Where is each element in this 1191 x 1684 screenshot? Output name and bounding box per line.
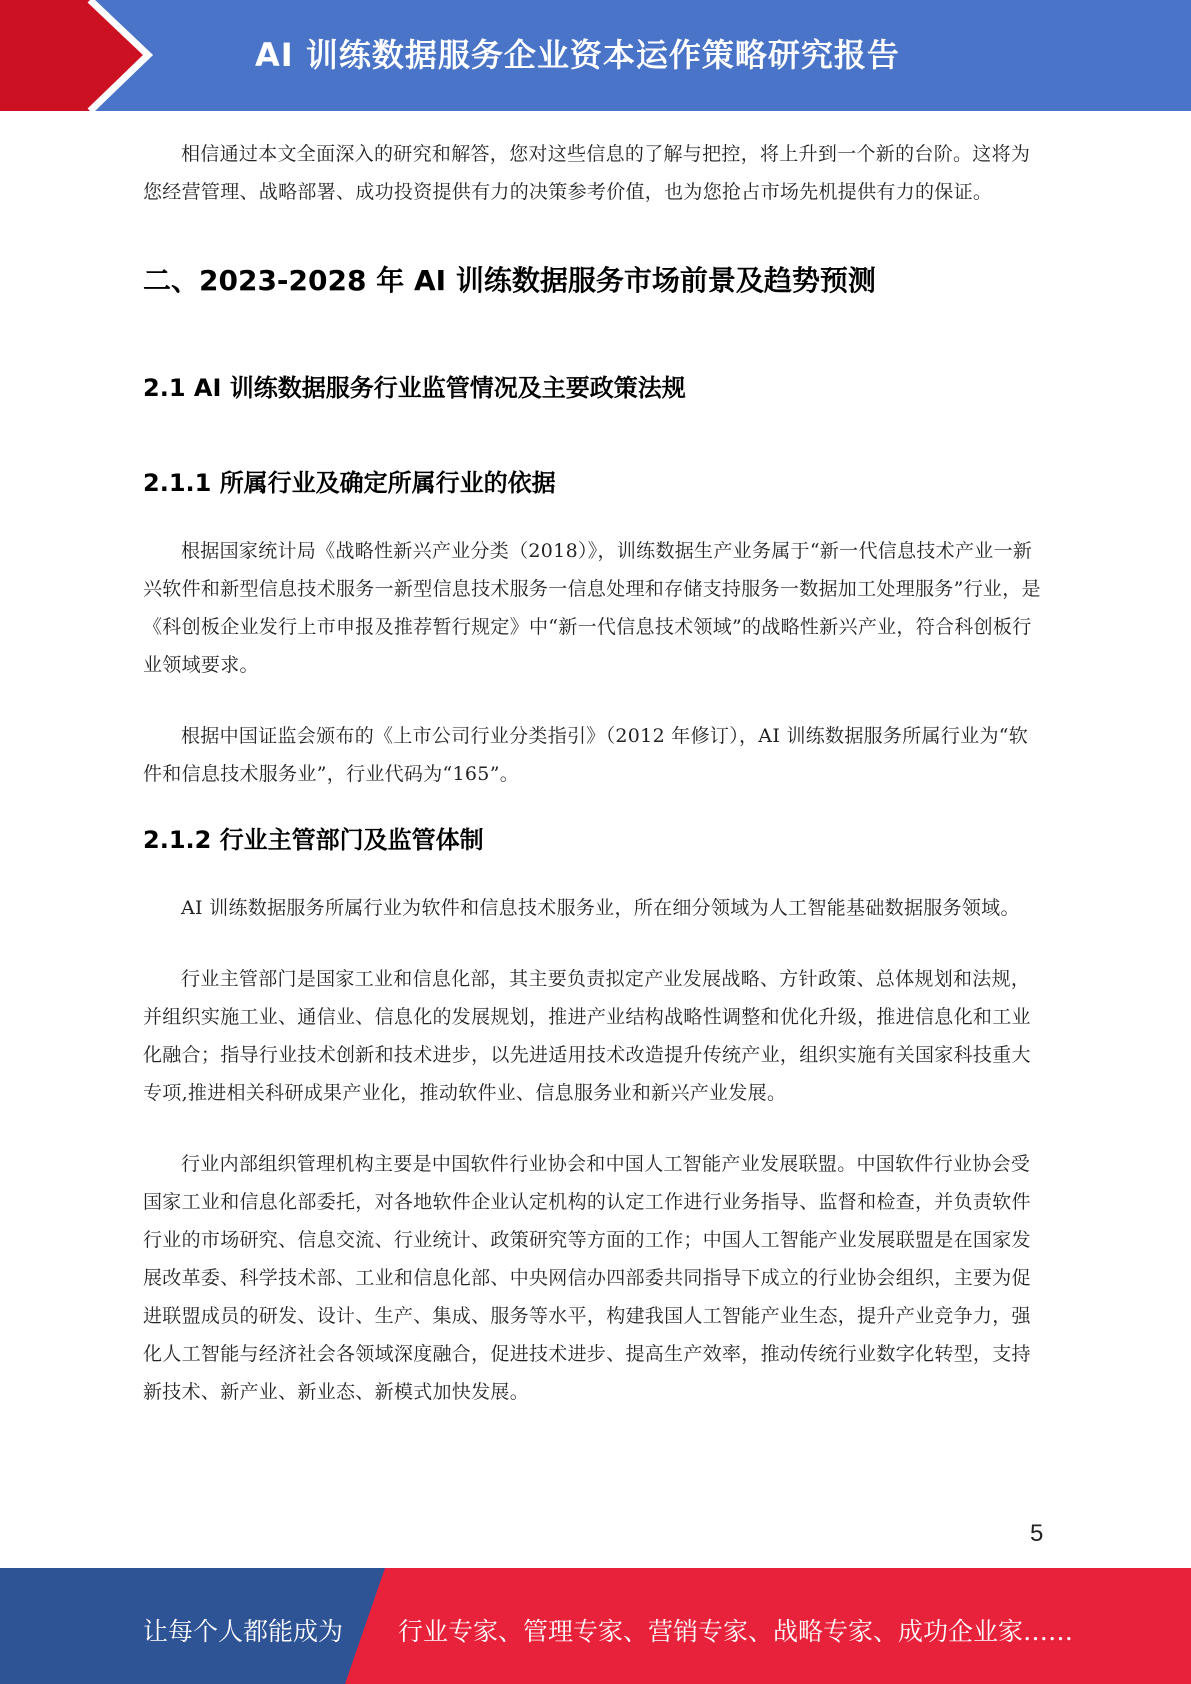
section-2-1-1-heading: 2.1.1 所属行业及确定所属行业的依据 [143, 469, 556, 497]
section-2-1-2-paragraph-1: AI 训练数据服务所属行业为软件和信息技术服务业，所在细分领域为人工智能基础数据服务领域。 [181, 897, 1020, 919]
section-2-1-heading: 2.1 AI 训练数据服务行业监管情况及主要政策法规 [143, 374, 686, 402]
page-footer [0, 1568, 1191, 1684]
page-number: 5 [1030, 1520, 1044, 1547]
section-2-1-2-paragraph-2: 行业主管部门是国家工业和信息化部，其主要负责拟定产业发展战略、方针政策、总体规划和法规，并组织实施工业、通信业、信息化的发展规划，推进产业结构战略性调整和优化升级，推进信息化和工业化融合；指导行业技术创新和技术进步，以先进适用技术改造提升传统产业，组织实施有关国家科技重大专项,推进相关科研成果产业化，推动软件业、信息服务业和新兴产业发展。 [143, 968, 1031, 1104]
section-2-1-1-paragraph-1: 根据国家统计局《战略性新兴产业分类（2018）》，训练数据生产业务属于“新一代信息技术产业一新兴软件和新型信息技术服务一新型信息技术服务一信息处理和存储支持服务一数据加工处理服务”行业，是《科创板企业发行上市申报及推荐暂行规定》中“新一代信息技术领域”的战略性新兴产业，符合科创板行业领域要求。 [143, 540, 1041, 676]
section-2-1-2-paragraph-3: 行业内部组织管理机构主要是中国软件行业协会和中国人工智能产业发展联盟。中国软件行业协会受国家工业和信息化部委托，对各地软件企业认定机构的认定工作进行业务指导、监督和检查，并负责软件行业的市场研究、信息交流、行业统计、政策研究等方面的工作；中国人工智能产业发展联盟是在国家发展改革委、科学技术部、工业和信息化部、中央网信办四部委共同指导下成立的行业协会组织，主要为促进联盟成员的研发、设计、生产、集成、服务等水平，构建我国人工智能产业生态，提升产业竞争力，强化人工智能与经济社会各领域深度融合，促进技术进步、提高生产效率，推动传统行业数字化转型，支持新技术、新产业、新业态、新模式加快发展。 [143, 1153, 1031, 1403]
section-2-heading: 二、2023-2028 年 AI 训练数据服务市场前景及趋势预测 [143, 264, 876, 297]
section-2-1-1-paragraph-2: 根据中国证监会颁布的《上市公司行业分类指引》（2012 年修订），AI 训练数据服务所属行业为“软件和信息技术服务业”，行业代码为“165”。 [143, 725, 1029, 785]
report-title: AI 训练数据服务企业资本运作策略研究报告 [255, 36, 900, 74]
section-2-1-2-heading: 2.1.2 行业主管部门及监管体制 [143, 826, 484, 854]
footer-slogan-right: 行业专家、管理专家、营销专家、战略专家、成功企业家…… [398, 1617, 1074, 1646]
page-content [143, 135, 1047, 1411]
intro-paragraph: 相信通过本文全面深入的研究和解答，您对这些信息的了解与把控，将上升到一个新的台阶。这将为您经营管理、战略部署、成功投资提供有力的决策参考价值，也为您抢占市场先机提供有力的保证。 [143, 143, 1031, 203]
page-header [0, 0, 1191, 111]
header-red-arrow-decoration [0, 0, 160, 111]
footer-slogan-left: 让每个人都能成为 [143, 1617, 344, 1646]
